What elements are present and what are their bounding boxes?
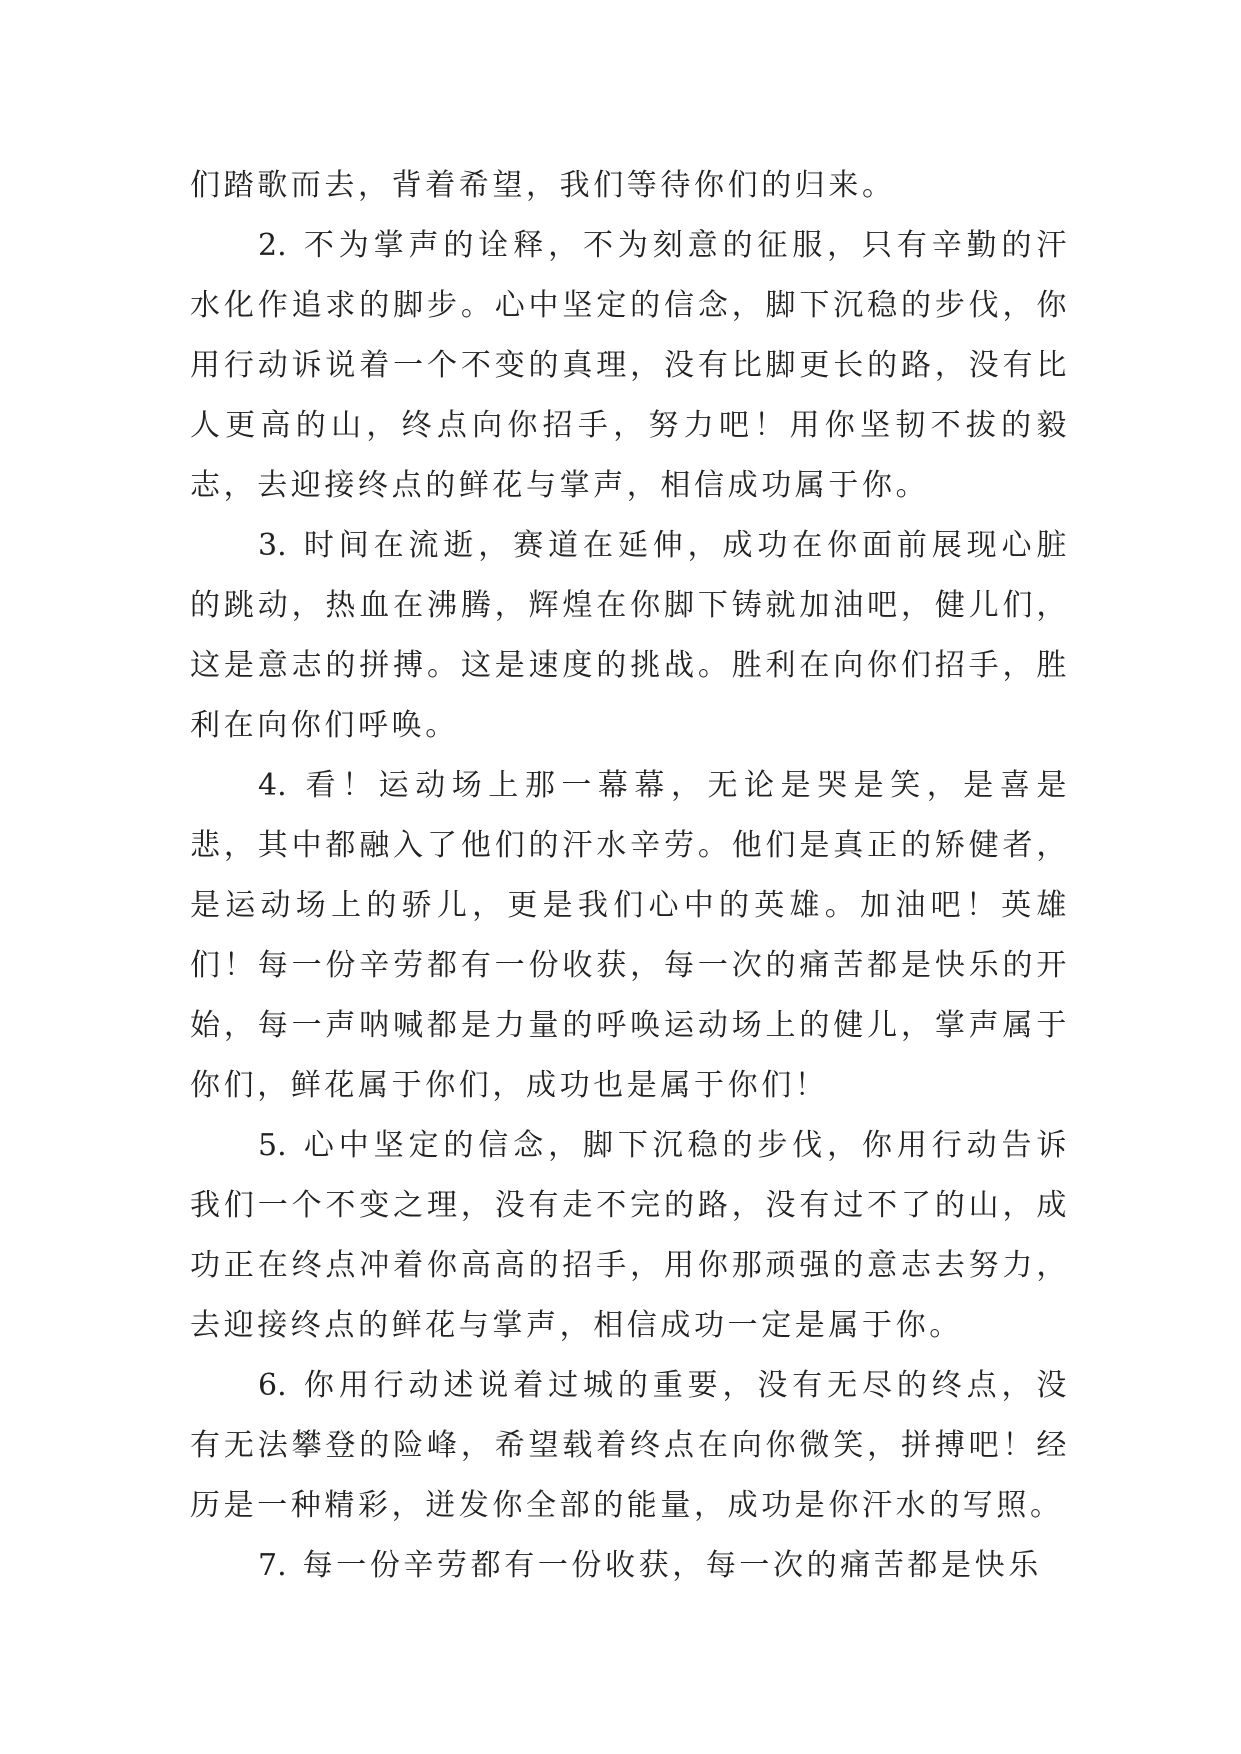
paragraph-text: 心中坚定的信念，脚下沉稳的步伐，你用行动告诉我们一个不变之理，没有走不完的路，没有过不了的山，成功正在终点冲着你高高的招手，用你那顽强的意志去努力，去迎接终点的鲜花与掌声，相信成功一定是属于你。 bbox=[190, 1128, 1070, 1343]
paragraph-number: 6. bbox=[258, 1368, 287, 1403]
paragraph-number: 4. bbox=[258, 768, 287, 803]
paragraph-text: 你用行动述说着过城的重要，没有无尽的终点，没有无法攀登的险峰，希望载着终点在向你微笑，拼搏吧！经历是一种精彩，迸发你全部的能量，成功是你汗水的写照。 bbox=[190, 1368, 1070, 1523]
paragraph-4 bbox=[190, 756, 1070, 1116]
document-body bbox=[190, 156, 1070, 1596]
paragraph-text: 看！运动场上那一幕幕，无论是哭是笑，是喜是悲，其中都融入了他们的汗水辛劳。他们是真正的矫健者，是运动场上的骄儿，更是我们心中的英雄。加油吧！英雄们！每一份辛劳都有一份收获，每一次的痛苦都是快乐的开始，每一声呐喊都是力量的呼唤运动场上的健儿，掌声属于你们，鲜花属于你们，成功也是属于你们！ bbox=[190, 768, 1070, 1103]
paragraph-text: 们踏歌而去，背着希望，我们等待你们的归来。 bbox=[190, 168, 896, 203]
paragraph-text: 时间在流逝，赛道在延伸，成功在你面前展现心脏的跳动，热血在沸腾，辉煌在你脚下铸就加油吧，健儿们，这是意志的拼搏。这是速度的挑战。胜利在向你们招手，胜利在向你们呼唤。 bbox=[190, 528, 1070, 743]
paragraph-number: 2. bbox=[258, 228, 287, 263]
paragraph-5 bbox=[190, 1116, 1070, 1356]
paragraph-3 bbox=[190, 516, 1070, 756]
paragraph-1-continuation bbox=[190, 156, 1070, 216]
paragraph-text: 不为掌声的诠释，不为刻意的征服，只有辛勤的汗水化作追求的脚步。心中坚定的信念，脚下沉稳的步伐，你用行动诉说着一个不变的真理，没有比脚更长的路，没有比人更高的山，终点向你招手，努力吧！用你坚韧不拔的毅志，去迎接终点的鲜花与掌声，相信成功属于你。 bbox=[190, 228, 1070, 503]
paragraph-6 bbox=[190, 1356, 1070, 1536]
paragraph-number: 7. bbox=[258, 1548, 287, 1583]
paragraph-number: 5. bbox=[258, 1128, 287, 1163]
paragraph-7 bbox=[190, 1536, 1070, 1596]
paragraph-number: 3. bbox=[258, 528, 287, 563]
paragraph-text: 每一份辛劳都有一份收获，每一次的痛苦都是快乐 bbox=[302, 1548, 1042, 1583]
paragraph-2 bbox=[190, 216, 1070, 516]
